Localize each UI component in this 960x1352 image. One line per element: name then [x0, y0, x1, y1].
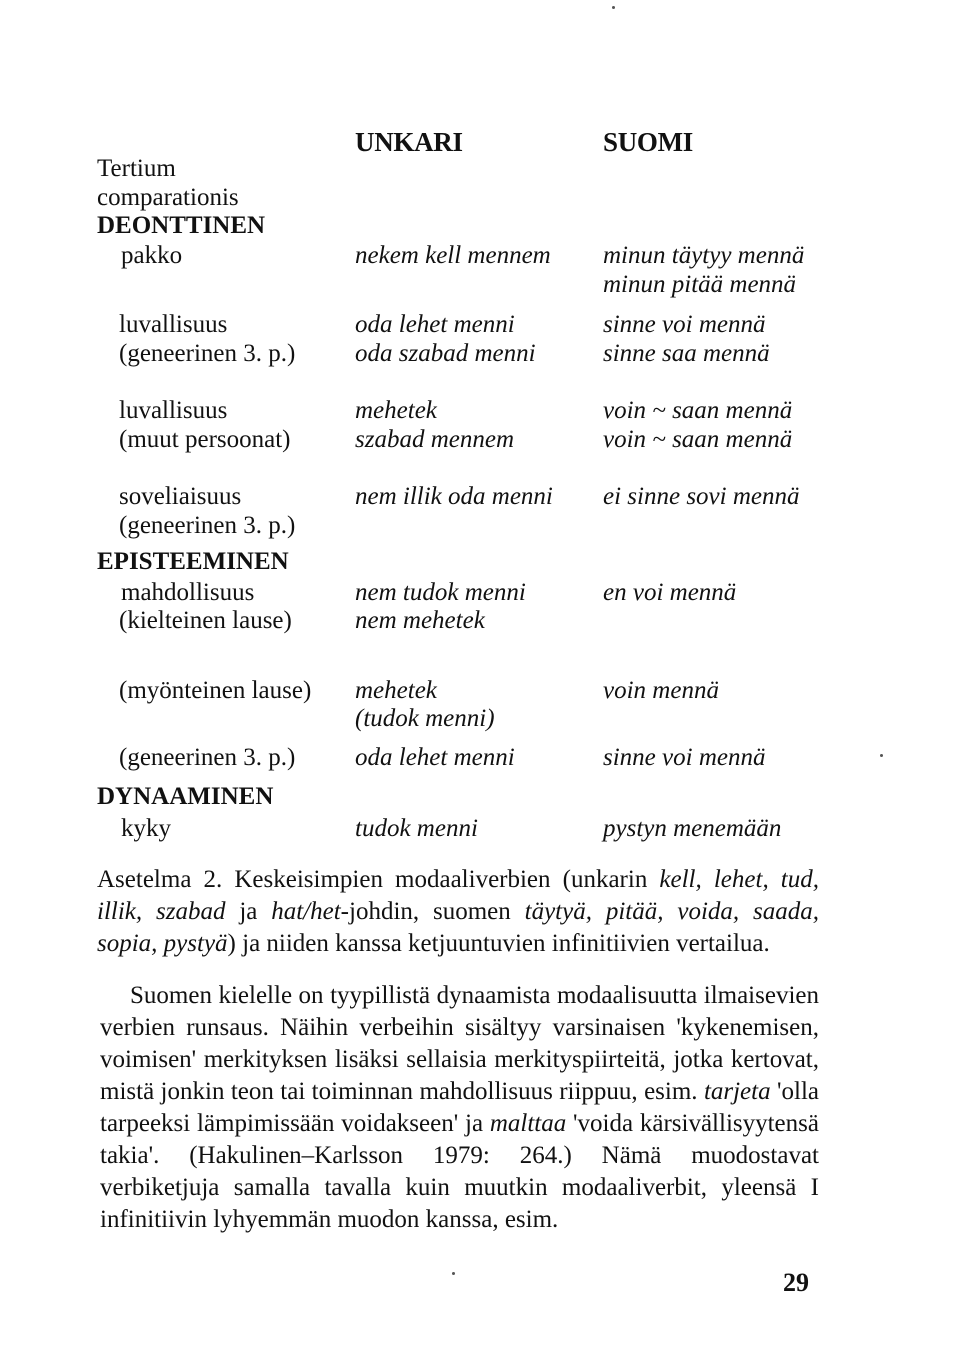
row-label-kyky: kyky	[121, 815, 171, 842]
unkari-myonteinen-b: (tudok menni)	[355, 705, 495, 732]
caption-hungarian-verbs: kell, lehet, tud, illik, szabad	[97, 866, 819, 925]
paragraph-term-tarjeta: tarjeta	[703, 1078, 771, 1105]
paragraph-text-2: 'olla tarpeeksi lämpimissään voidakseen' ja	[100, 1078, 820, 1137]
caption-text-3: -johdin, suomen	[340, 898, 525, 925]
suomi-soveliaisuus: ei sinne sovi mennä	[603, 483, 800, 510]
row-label-muut-persoonat: (muut persoonat)	[119, 426, 291, 453]
suomi-pakko-b: minun pitää mennä	[603, 271, 797, 298]
page-number: 29	[783, 1268, 809, 1297]
row-label-mahdollisuus: mahdollisuus	[121, 579, 255, 606]
section-deonttinen: DEONTTINEN	[97, 212, 266, 239]
unkari-mahdollisuus-a: nem tudok menni	[355, 579, 526, 606]
row-label-kielteinen-lause: (kielteinen lause)	[119, 607, 292, 634]
row-label-luvallisuus-2: luvallisuus	[119, 397, 228, 424]
row-label-pakko: pakko	[121, 242, 183, 269]
row-label-geneerinen-2: (geneerinen 3. p.)	[119, 512, 296, 539]
section-episteeminen: EPISTEEMINEN	[97, 548, 289, 575]
suomi-geneerinen: sinne voi mennä	[603, 744, 766, 771]
unkari-pakko: nekem kell mennem	[355, 242, 551, 269]
section-dynaaminen: DYNAAMINEN	[97, 783, 274, 810]
paragraph-text-1: Suomen kielelle on tyypillistä dynaamista modaalisuutta ilmaisevien verbien runsaus. Näihin verbeihin sisältyy varsinaisen 'kykenemisen, voimisen' merkityksen lisäksi sellaisia merkityspiirteitä, jotka kertovat, mistä jonkin teon tai toiminnan mahdollisuus riippuu, esim.	[100, 982, 819, 1105]
scan-speck	[880, 754, 883, 757]
caption-text-4: ) ja niiden kanssa ketjuuntuvien infinitiivien vertailua.	[227, 930, 770, 957]
paragraph-term-malttaa: malttaa	[489, 1110, 567, 1137]
paragraph-text-3: 'voida kärsivällisyytensä takia'. (Hakulinen–Karlsson 1979: 264.) Nämä muodostavat verbiketjuja samalla tavalla kuin muutkin modaaliverbit, yleensä I infinitiivin lyhyemmän muodon kanssa, esim.	[100, 1110, 819, 1233]
unkari-luvallisuus-2a: mehetek	[355, 397, 437, 424]
tertium-label-line2: comparationis	[97, 184, 239, 211]
suomi-luvallisuus-1b: sinne saa mennä	[603, 340, 770, 367]
suomi-luvallisuus-2a: voin ~ saan mennä	[603, 397, 793, 424]
body-paragraph	[100, 980, 819, 1236]
suomi-myonteinen: voin mennä	[603, 677, 719, 704]
unkari-geneerinen: oda lehet menni	[355, 744, 515, 771]
unkari-luvallisuus-1a: oda lehet menni	[355, 311, 515, 338]
unkari-luvallisuus-1b: oda szabad menni	[355, 340, 536, 367]
unkari-soveliaisuus: nem illik oda menni	[355, 483, 553, 510]
scan-speck	[452, 1272, 455, 1275]
table-caption	[97, 864, 819, 960]
unkari-kyky: tudok menni	[355, 815, 478, 842]
suomi-luvallisuus-1a: sinne voi mennä	[603, 311, 766, 338]
suomi-luvallisuus-2b: voin ~ saan mennä	[603, 426, 793, 453]
row-label-soveliaisuus: soveliaisuus	[119, 483, 242, 510]
column-header-unkari: UNKARI	[355, 127, 463, 157]
caption-finnish-verbs: täytyä, pitää, voida, saada, sopia, pystyä	[97, 898, 819, 957]
caption-suffix: hat/het	[271, 898, 341, 925]
caption-text-2: ja	[225, 898, 272, 925]
row-label-myonteinen-lause: (myönteinen lause)	[119, 677, 312, 704]
unkari-luvallisuus-2b: szabad mennem	[355, 426, 515, 453]
unkari-myonteinen-a: mehetek	[355, 677, 437, 704]
column-header-suomi: SUOMI	[603, 127, 694, 157]
suomi-mahdollisuus: en voi mennä	[603, 579, 737, 606]
row-label-luvallisuus-1: luvallisuus	[119, 311, 228, 338]
suomi-kyky: pystyn menemään	[603, 815, 782, 842]
suomi-pakko-a: minun täytyy mennä	[603, 242, 805, 269]
row-label-geneerinen-1: (geneerinen 3. p.)	[119, 340, 296, 367]
scan-speck	[612, 6, 615, 9]
unkari-mahdollisuus-b: nem mehetek	[355, 607, 485, 634]
row-label-geneerinen-3: (geneerinen 3. p.)	[119, 744, 296, 771]
caption-text-1: Asetelma 2. Keskeisimpien modaaliverbien (unkarin	[97, 866, 660, 893]
tertium-label-line1: Tertium	[97, 155, 176, 182]
